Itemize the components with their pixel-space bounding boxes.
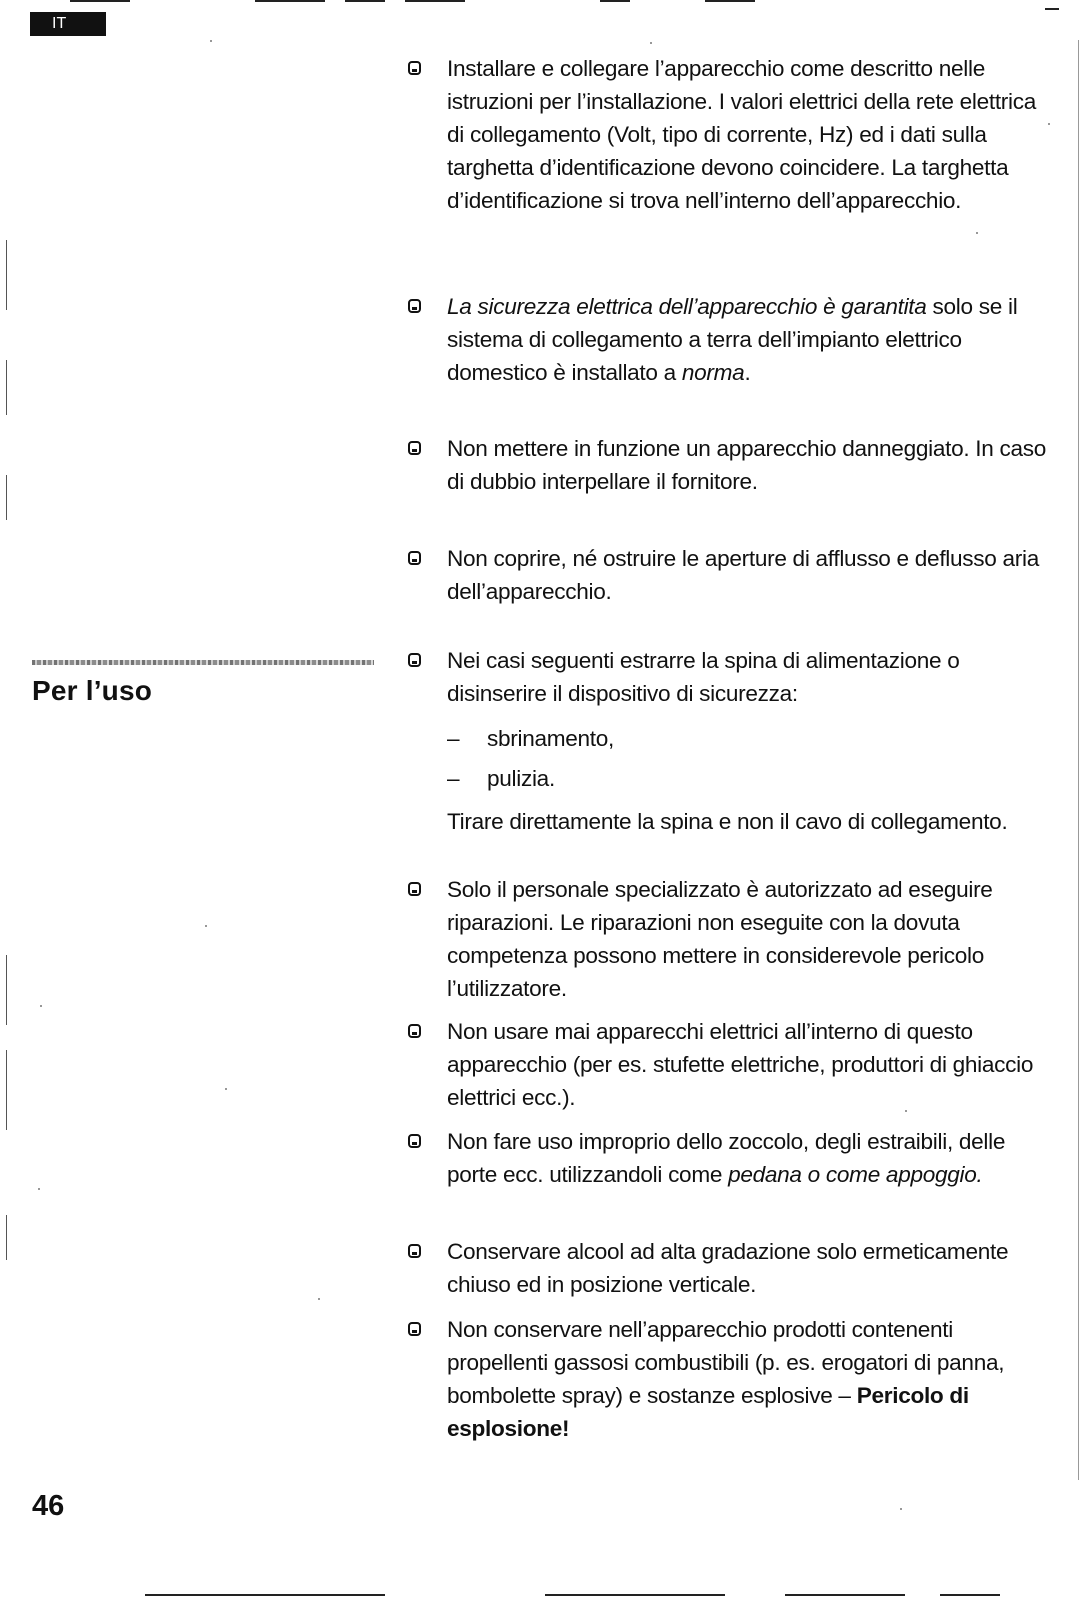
item-text-plain: Non conservare nell’apparecchio prodotti contenenti propellenti gassosi combustibili (p. es. erogatori di panna, bombolette spray) e sostanze esplosive – [447,1317,1005,1408]
list-item [408,52,1048,217]
section-title: Per l’uso [32,675,153,706]
scan-speck-3 [1048,123,1050,125]
scan-margin-line-4 [6,955,7,1025]
item-note: Tirare direttamente la spina e non il cavo di collegamento. [447,809,1008,834]
checkbox-bullet-icon [408,1134,421,1148]
scan-speck-7 [225,1088,227,1090]
list-item [408,290,1048,389]
section-divider [32,660,374,665]
scan-speck-9 [38,1188,40,1190]
checkbox-bullet-icon [408,1322,421,1336]
item-text: Non usare mai apparecchi elettrici all’interno di questo apparecchio (per es. stufette elettriche, produttori di ghiaccio elettrici ecc.). [447,1019,1034,1110]
list-item [408,1125,1048,1191]
item-text: Conservare alcool ad alta gradazione solo ermeticamente chiuso ed in posizione verticale. [447,1239,1009,1297]
checkbox-bullet-icon [408,653,421,667]
scan-edge-top-2 [255,0,325,2]
checkbox-bullet-icon [408,299,421,313]
language-badge: IT [30,12,106,36]
item-text-plain: solo se il sistema di collegamento a terra dell’impianto elettrico domestico è installato a [447,294,1018,385]
scan-edge-bottom-4 [940,1594,1000,1596]
item-text: Non mettere in funzione un apparecchio danneggiato. In caso di dubbio interpellare il fornitore. [447,436,1047,494]
item-text-plain: Non fare uso improprio dello zoccolo, degli estraibili, delle porte ecc. utilizzandoli come [447,1129,1006,1187]
explosion-warning: Pericolo di esplosione! [447,1383,969,1441]
scan-margin-line-5 [6,1050,7,1130]
list-item [408,1015,1048,1114]
scan-edge-top-6 [705,0,755,2]
checkbox-bullet-icon [408,551,421,565]
scan-edge-top-1 [70,0,130,2]
item-text: Solo il personale specializzato è autorizzato ad eseguire riparazioni. Le riparazioni non eseguite con la dovuta competenza possono mettere in considerevole pericolo l’utilizzatore. [447,877,993,1001]
list-item [408,873,1048,1005]
checkbox-bullet-icon [408,1244,421,1258]
scan-edge-bottom-2 [545,1594,725,1596]
checkbox-bullet-icon [408,441,421,455]
scan-speck-4 [976,232,978,234]
scan-margin-line-3 [6,475,7,520]
item-text-italic: La sicurezza elettrica dell’apparecchio è garantita [447,294,927,319]
item-text: Nei casi seguenti estrarre la spina di alimentazione o disinserire il dispositivo di sicurezza: [447,648,960,706]
checkbox-bullet-icon [408,1024,421,1038]
dash-list [447,722,1048,795]
item-text: Non coprire, né ostruire le aperture di afflusso e deflusso aria dell’apparecchio. [447,546,1040,604]
scan-edge-top-5 [600,0,630,2]
scan-edge-top-3 [345,0,385,2]
item-text [447,1313,1048,1445]
scan-speck-2 [650,42,652,44]
checkbox-bullet-icon [408,882,421,896]
scan-speck-11 [900,1508,902,1510]
scan-speck-6 [40,1005,42,1007]
list-item [408,644,1048,838]
scan-edge-top-7 [1045,8,1059,10]
list-item [408,432,1048,498]
page-number: 46 [32,1490,65,1522]
scan-margin-line-1 [6,240,7,310]
dash-list-item: – pulizia. [447,762,1048,795]
scan-margin-line-7 [1078,40,1079,1480]
list-item [408,1235,1048,1301]
scan-speck-10 [318,1298,320,1300]
item-text: Installare e collegare l’apparecchio come descritto nelle istruzioni per l’installazione. I valori elettrici della rete elettrica di collegamento (Volt, tipo di corrente, Hz) ed i dati sulla targhetta d’identificazione devono coincidere. La targhetta d’identificazione si trova nell’interno dell’apparecchio. [447,56,1036,213]
checkbox-bullet-icon [408,61,421,75]
scan-speck-5 [205,925,207,927]
item-text-italic: norma [681,360,745,385]
item-text-end: . [744,360,751,385]
scan-speck-1 [210,40,212,42]
list-item [408,1313,1048,1445]
item-text [447,290,1048,389]
item-text [447,1125,1048,1191]
scan-edge-bottom-3 [785,1594,905,1596]
scan-edge-bottom-1 [145,1594,385,1596]
scan-edge-top-4 [405,0,465,2]
scan-margin-line-6 [6,1215,7,1260]
scan-margin-line-2 [6,360,7,415]
item-text-italic: pedana o come appoggio. [728,1162,983,1187]
list-item [408,542,1048,608]
dash-list-item: – sbrinamento, [447,722,1048,755]
